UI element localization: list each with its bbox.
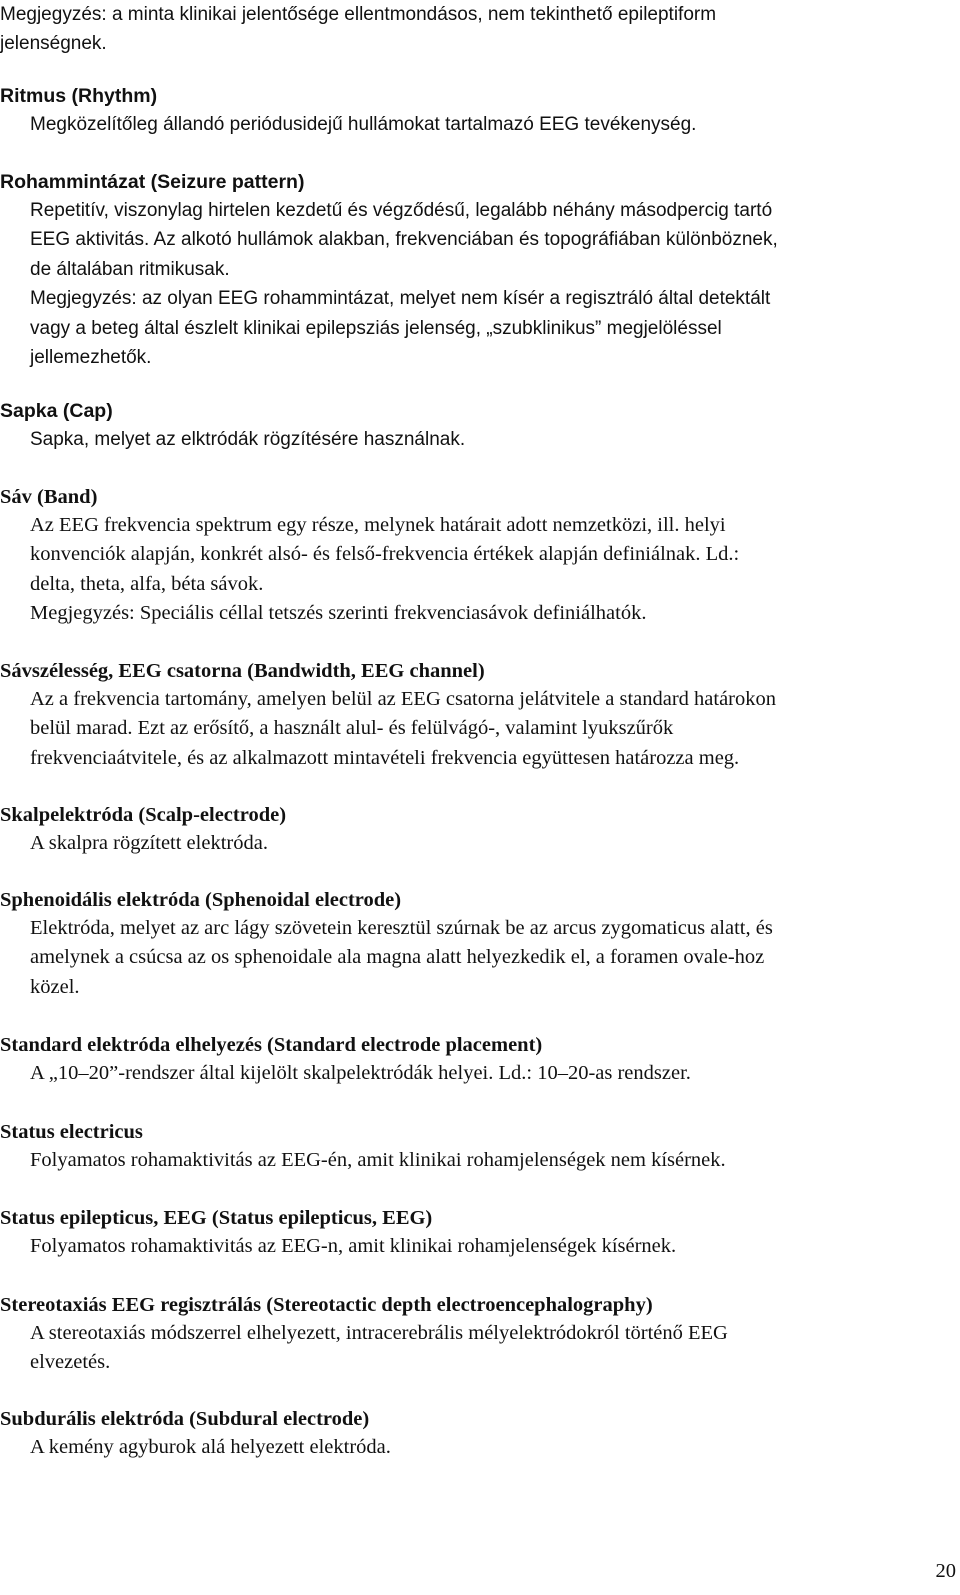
definition-line: Repetitív, viszonylag hirtelen kezdetű és végződésű, legalább néhány másodpercig tartó — [30, 200, 773, 221]
sapka-entry — [0, 397, 958, 454]
ritmus-entry — [0, 82, 958, 139]
term-heading: Status epilepticus, EEG (Status epilepticus, EEG) — [0, 1207, 433, 1229]
definition-line: Sapka, melyet az elktródák rögzítésére használnak. — [30, 429, 466, 450]
line: jelenségnek. — [0, 33, 107, 55]
rohammintazat-entry — [0, 168, 958, 372]
term-heading: Skalpelektróda (Scalp-electrode) — [0, 804, 287, 826]
definition-line: konvenciók alapján, konkrét alsó- és felső-frekvencia értékek alapján definiálnak. Ld.: — [30, 543, 740, 566]
term-heading: Ritmus (Rhythm) — [0, 85, 158, 107]
skalpelektroda-entry — [0, 801, 958, 858]
definition-line: Megközelítőleg állandó periódusidejű hullámokat tartalmazó EEG tevékenység. — [30, 114, 697, 135]
definition-line: Megjegyzés: az olyan EEG rohammintázat, melyet nem kísér a regisztráló által detektált — [30, 288, 771, 310]
sav-entry — [0, 483, 958, 629]
definition-line: közel. — [30, 975, 80, 998]
definition-line: A „10–20”-rendszer által kijelölt skalpelektródák helyei. Ld.: 10–20-as rendszer. — [30, 1062, 691, 1084]
definition-line: vagy a beteg által észlelt klinikai epilepsziás jelenség, „szubklinikus” megjelöléssel — [30, 317, 722, 339]
term-heading: Status electricus — [0, 1121, 143, 1143]
definition-line: belül marad. Ezt az erősítő, a használt alul- és felülvágó-, valamint lyukszűrők — [30, 717, 674, 740]
status-electricus-entry — [0, 1118, 958, 1175]
status-epilepticus-entry — [0, 1204, 958, 1261]
term-heading: Rohammintázat (Seizure pattern) — [0, 171, 305, 193]
definition-line: amelynek a csúcsa az os sphenoidale ala magna alatt helyezkedik el, a foramen ovale-hoz — [30, 946, 765, 969]
definition-line: de általában ritmikusak. — [30, 258, 230, 280]
definition-line: Az EEG frekvencia spektrum egy része, melynek határait adott nemzetközi, ill. helyi — [30, 514, 726, 536]
definition-line: A stereotaxiás módszerrel elhelyezett, intracerebrális mélyelektródokról történő EEG — [30, 1322, 728, 1344]
stereotaxias-entry — [0, 1291, 958, 1378]
definition-line: EEG aktivitás. Az alkotó hullámok alakban, frekvenciában és topográfiában különböznek, — [30, 229, 778, 251]
page-number: 20 — [935, 1560, 956, 1582]
term-heading: Stereotaxiás EEG regisztrálás (Stereotactic depth electroencephalography) — [0, 1294, 653, 1316]
line: Megjegyzés: a minta klinikai jelentősége ellentmondásos, nem tekinthető epileptiform — [0, 4, 717, 25]
term-heading: Subdurális elektróda (Subdural electrode) — [0, 1408, 370, 1430]
standard-entry — [0, 1031, 958, 1088]
definition-line: Folyamatos rohamaktivitás az EEG-én, amit klinikai rohamjelenségek nem kísérnek. — [30, 1149, 726, 1171]
definition-line: delta, theta, alfa, béta sávok. — [30, 572, 264, 595]
definition-line: Elektróda, melyet az arc lágy szövetein keresztül szúrnak be az arcus zygomaticus alatt, és — [30, 917, 773, 939]
term-heading: Sapka (Cap) — [0, 400, 113, 422]
definition-line: A kemény agyburok alá helyezett elektróda. — [30, 1436, 391, 1458]
note-epileptiform-block — [0, 0, 958, 59]
sphenoidalis-entry — [0, 886, 958, 1002]
definition-line: elvezetés. — [30, 1351, 111, 1374]
term-heading: Sáv (Band) — [0, 486, 98, 508]
definition-line: frekvenciaátvitele, és az alkalmazott mintavételi frekvencia együttesen határozza meg. — [30, 746, 740, 769]
definition-line: Megjegyzés: Speciális céllal tetszés szerinti frekvenciasávok definiálhatók. — [30, 602, 647, 625]
term-heading: Sphenoidális elektróda (Sphenoidal electrode) — [0, 889, 402, 911]
term-heading: Standard elektróda elhelyezés (Standard electrode placement) — [0, 1034, 543, 1056]
definition-line: Az a frekvencia tartomány, amelyen belül az EEG csatorna jelátvitele a standard határokon — [30, 688, 777, 710]
definition-line: Folyamatos rohamaktivitás az EEG-n, amit klinikai rohamjelenségek kísérnek. — [30, 1235, 677, 1257]
subduralis-entry — [0, 1405, 958, 1462]
term-heading: Sávszélesség, EEG csatorna (Bandwidth, EEG channel) — [0, 660, 485, 682]
savszelesseg-entry — [0, 657, 958, 773]
definition-line: A skalpra rögzített elektróda. — [30, 832, 268, 854]
definition-line: jellemezhetők. — [30, 347, 152, 369]
